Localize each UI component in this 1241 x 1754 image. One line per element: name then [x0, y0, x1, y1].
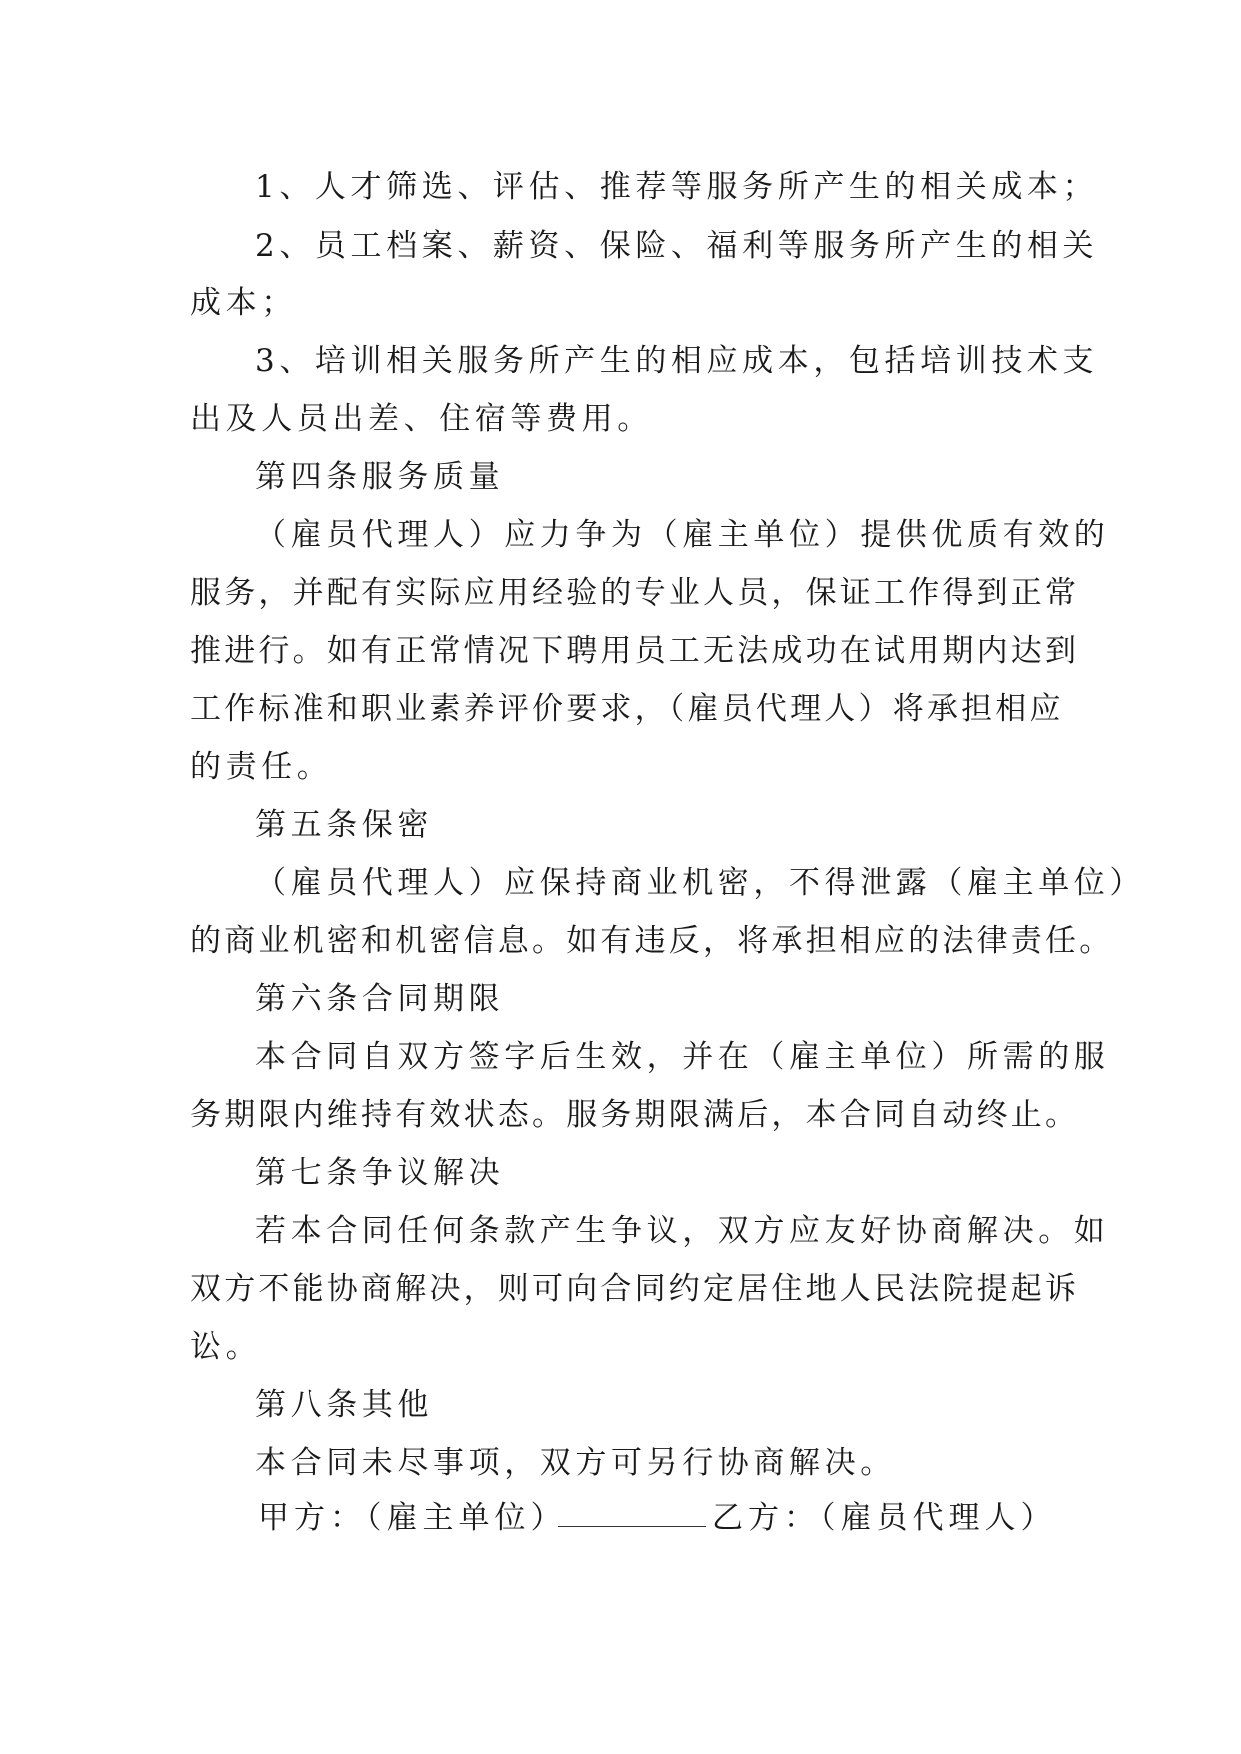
signature-party-b: 乙方：（雇员代理人） — [712, 1500, 1057, 1536]
article-7-body: 若本合同任何条款产生争议，双方应友好协商解决。如 — [255, 1213, 1110, 1249]
article-5-heading: 第五条保密 — [255, 807, 433, 843]
list-item-1: 1、人才筛选、评估、推荐等服务所产生的相关成本； — [255, 169, 1099, 205]
article-6-heading: 第六条合同期限 — [255, 981, 505, 1017]
article-8-body: 本合同未尽事项，双方可另行协商解决。 — [255, 1445, 896, 1481]
article-4-body: 服务，并配有实际应用经验的专业人员，保证工作得到正常 — [190, 575, 1080, 611]
article-7-body: 讼。 — [190, 1329, 262, 1365]
article-4-body: 推进行。如有正常情况下聘用员工无法成功在试用期内达到 — [190, 633, 1080, 669]
list-item-2: 2、员工档案、薪资、保险、福利等服务所产生的相关 — [255, 228, 1099, 264]
article-4-body: （雇员代理人）应力争为（雇主单位）提供优质有效的 — [255, 517, 1110, 553]
signature-party-a: 甲方：（雇主单位） — [258, 1500, 567, 1536]
article-4-heading: 第四条服务质量 — [255, 459, 505, 495]
article-7-body: 双方不能协商解决，则可向合同约定居住地人民法院提起诉 — [190, 1271, 1080, 1307]
article-5-body: 的商业机密和机密信息。如有违反，将承担相应的法律责任。 — [190, 923, 1114, 959]
list-item-3-cont: 出及人员出差、住宿等费用。 — [190, 401, 653, 437]
article-7-heading: 第七条争议解决 — [255, 1155, 505, 1191]
article-4-body: 工作标准和职业素养评价要求，（雇员代理人）将承担相应 — [190, 691, 1064, 727]
article-6-body: 务期限内维持有效状态。服务期限满后，本合同自动终止。 — [190, 1097, 1080, 1133]
list-item-3: 3、培训相关服务所产生的相应成本，包括培训技术支 — [255, 343, 1099, 379]
article-6-body: 本合同自双方签字后生效，并在（雇主单位）所需的服 — [255, 1039, 1110, 1075]
article-4-body: 的责任。 — [190, 749, 333, 785]
list-item-2-cont: 成本； — [190, 285, 297, 321]
article-5-body: （雇员代理人）应保持商业机密，不得泄露（雇主单位） — [255, 865, 1145, 901]
article-8-heading: 第八条其他 — [255, 1387, 433, 1423]
signature-blank-line — [558, 1526, 706, 1527]
